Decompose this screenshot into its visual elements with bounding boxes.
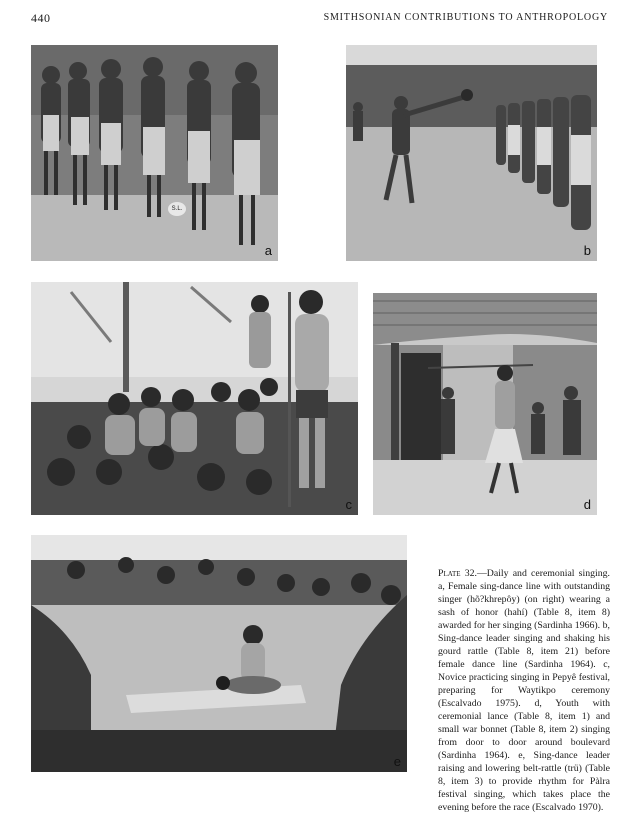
photo-a-letter: a [264, 243, 272, 258]
photo-a-image [31, 45, 278, 261]
photo-e-letter: e [393, 754, 401, 769]
photo-a [31, 45, 278, 261]
plate-caption [438, 567, 610, 814]
photo-d-letter: d [583, 497, 591, 512]
photo-c-image [31, 282, 358, 515]
photo-d [373, 293, 597, 515]
photo-e-image [31, 535, 407, 772]
plate-caption-text: —Daily and ceremonial singing. a, Female sing-dance line with outstanding singer (hõ?khrepôy) (on right) wearing a sash of honor (hahí) (Table 8, item 8) awarded for her singing (Sardinha 1966). b, Sing-dance leader singing and shaking his gourd rattle (Table 8, item 21) before female dance line (Sardinha 1964). c, Novice practicing singing in Pepyê festival, preparing for Waytikpo ceremony (Escalvado 1975). d, Youth with ceremonial lance (Table 8, item 1) and small war bonnet (Table 8, item 2) singing from door to door around boulevard (Sardinha 1964). e, Sing-dance leader raising and lowering belt-rattle (trü) (Table 8, item 3) to provide rhythm for Pàlra festival singing, which takes place the evening before the race (Escalvado 1970). [438, 568, 610, 813]
photo-b [346, 45, 597, 261]
photo-b-letter: b [583, 243, 591, 258]
photo-d-image [373, 293, 597, 515]
page-number: 440 [31, 11, 51, 25]
photo-e [31, 535, 407, 772]
running-head: SMITHSONIAN CONTRIBUTIONS TO ANTHROPOLOGY [323, 12, 608, 23]
photo-a-marker: S.L. [168, 202, 186, 216]
photo-c [31, 282, 358, 515]
photo-b-image [346, 45, 597, 261]
photo-c-letter: c [345, 497, 352, 512]
plate-label: Plate 32. [438, 568, 477, 579]
